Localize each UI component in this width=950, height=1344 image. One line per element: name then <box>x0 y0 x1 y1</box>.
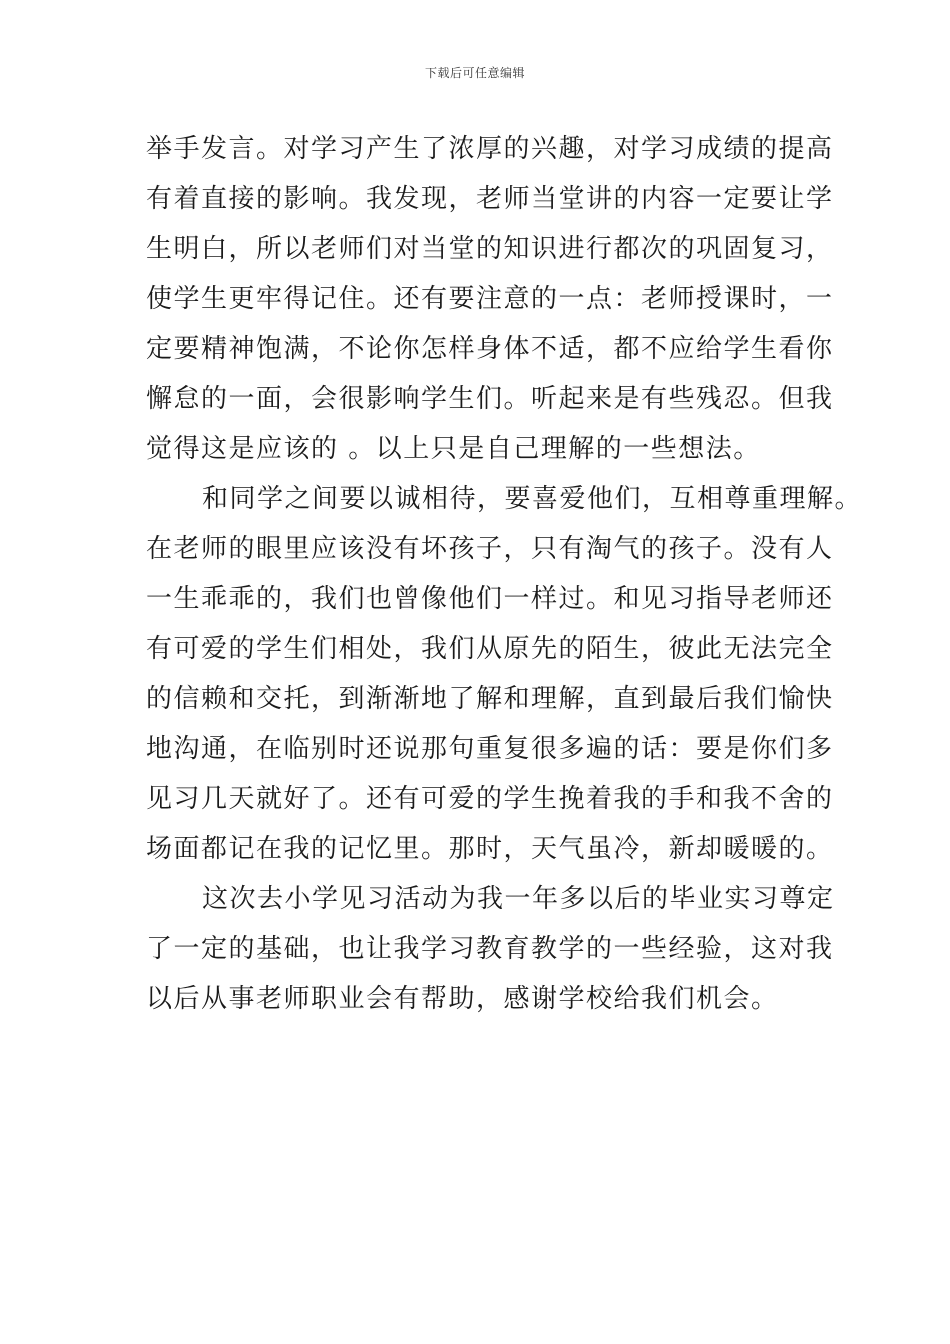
text-line: 觉得这是应该的 。以上只是自己理解的一些想法。 <box>146 434 761 464</box>
text-line: 场面都记在我的记忆里。那时，天气虽冷，新却暖暖的。 <box>146 834 834 864</box>
text-line: 使学生更牢得记住。还有要注意的一点：老师授课时，一 <box>146 284 834 314</box>
text-line: 见习几天就好了。还有可爱的学生挽着我的手和我不舍的 <box>146 784 834 814</box>
header-note: 下载后可任意编辑 <box>424 66 525 80</box>
body-text <box>146 124 863 1024</box>
text-line: 有可爱的学生们相处，我们从原先的陌生，彼此无法完全 <box>146 634 834 664</box>
text-line: 的信赖和交托，到渐渐地了解和理解，直到最后我们愉快 <box>146 684 834 714</box>
paragraph-first-line: 这次去小学见习活动为我一年多以后的毕业实习尊定 <box>202 884 835 914</box>
text-line: 以后从事老师职业会有帮助，感谢学校给我们机会。 <box>146 984 779 1014</box>
text-line: 举手发言。对学习产生了浓厚的兴趣，对学习成绩的提高 <box>146 134 834 164</box>
text-line: 一生乖乖的，我们也曾像他们一样过。和见习指导老师还 <box>146 584 834 614</box>
text-line: 地沟通，在临别时还说那句重复很多遍的话：要是你们多 <box>146 734 834 764</box>
text-line: 定要精神饱满，不论你怎样身体不适，都不应给学生看你 <box>146 334 834 364</box>
text-line: 在老师的眼里应该没有坏孩子，只有淘气的孩子。没有人 <box>146 534 834 564</box>
text-line: 懈怠的一面，会很影响学生们。听起来是有些残忍。但我 <box>146 384 834 414</box>
text-line: 生明白，所以老师们对当堂的知识进行都次的巩固复习， <box>146 234 834 264</box>
text-line: 有着直接的影响。我发现，老师当堂讲的内容一定要让学 <box>146 184 834 214</box>
text-line: 了一定的基础，也让我学习教育教学的一些经验，这对我 <box>146 934 834 964</box>
paragraph-first-line: 和同学之间要以诚相待，要喜爱他们，互相尊重理解。 <box>202 484 863 514</box>
